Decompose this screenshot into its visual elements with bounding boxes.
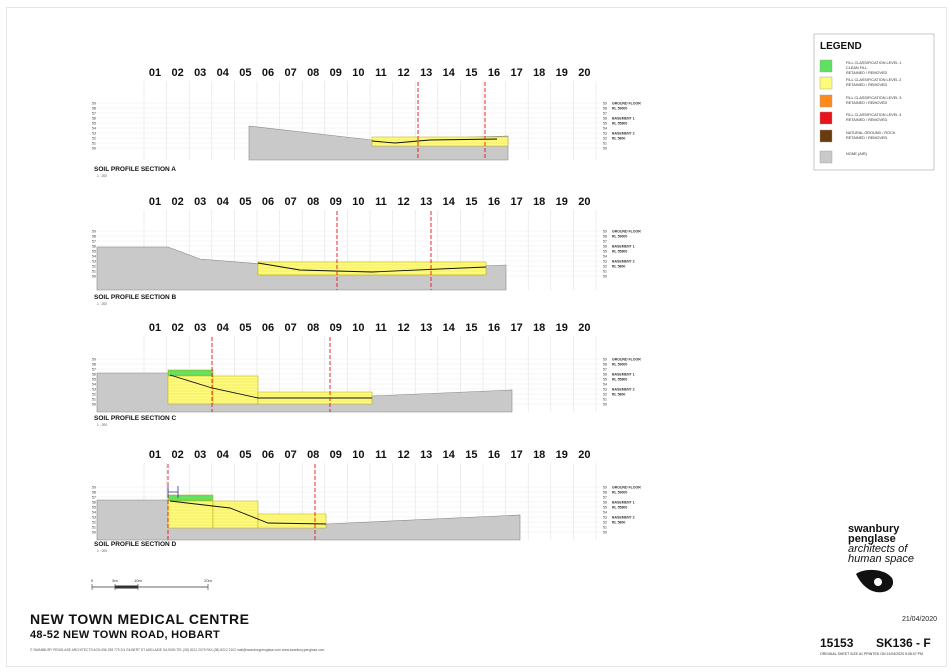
column-label-03: 03: [194, 322, 207, 334]
level-tick-right: 59: [603, 101, 607, 106]
logo-mark-icon: [854, 566, 898, 596]
column-label-06: 06: [261, 67, 275, 79]
level-annotation: GROUND FLOOR: [612, 101, 641, 106]
level-annotation: BASEMENT 2: [612, 259, 635, 264]
column-label-20: 20: [578, 449, 591, 461]
column-label-20: 20: [578, 196, 591, 208]
column-label-04: 04: [216, 322, 229, 334]
column-label-05: 05: [239, 196, 252, 208]
level-annotation: GROUND FLOOR: [612, 357, 641, 362]
column-label-10: 10: [352, 322, 365, 334]
level-annotation: GROUND FLOOR: [612, 229, 641, 234]
level-tick-left: 55: [92, 377, 96, 382]
column-label-03: 03: [194, 196, 207, 208]
scale-bar-label: 10m: [134, 578, 142, 583]
legend-label: NATURAL GROUND / ROCK: [846, 131, 896, 135]
column-label-03: 03: [194, 449, 207, 461]
section-scale: 1 : 200: [97, 302, 108, 306]
issue-date: 21/04/2020: [901, 616, 937, 623]
legend-label: RETAINED / REMOVED: [846, 83, 888, 87]
section-title: SOIL PROFILE SECTION A: [94, 166, 176, 173]
level-annotation: BASEMENT 2: [612, 387, 635, 392]
column-label-01: 01: [148, 196, 162, 208]
column-label-17: 17: [510, 449, 523, 461]
level-tick-left: 52: [92, 264, 96, 269]
level-tick-right: 53: [603, 387, 607, 392]
column-label-01: 01: [148, 322, 162, 334]
logo-line-1: swanbury: [848, 523, 900, 535]
level-tick-left: 53: [92, 259, 96, 264]
level-tick-right: 56: [603, 372, 607, 377]
level-annotation: RL 59000: [612, 490, 628, 495]
level-tick-left: 54: [92, 126, 96, 131]
level-tick-right: 53: [603, 515, 607, 520]
level-annotation: RL 59000: [612, 234, 628, 239]
level-tick-left: 55: [92, 249, 96, 254]
level-tick-left: 52: [92, 136, 96, 141]
column-label-09: 09: [329, 196, 342, 208]
level-tick-right: 51: [603, 269, 607, 274]
column-label-11: 11: [375, 449, 387, 461]
column-label-14: 14: [442, 196, 455, 208]
legend-title: LEGEND: [820, 41, 862, 52]
level-annotation: RL 55800: [612, 377, 628, 382]
level-annotation: BASEMENT 1: [612, 116, 635, 121]
level-tick-left: 58: [92, 106, 96, 111]
column-label-01: 01: [148, 67, 162, 79]
legend-label: FILL CLASSIFICATION LEVEL 1: [846, 61, 902, 65]
level-tick-right: 51: [603, 141, 607, 146]
practice-footer: © SWANBURY PENGLASE ARCHITECTS ACN 056 255 775 2/4 GILBERT ST ADELAIDE SA 5000 TEL (08) 8212 2079 FAX (08) 8212 2102 mail@swanburypenglase.com www.swanburypenglase.com: [30, 648, 325, 652]
column-label-19: 19: [555, 67, 568, 79]
column-label-18: 18: [533, 449, 546, 461]
level-annotation: RL 5800: [612, 136, 626, 141]
level-tick-left: 51: [92, 269, 96, 274]
drawing-number: SK136 - F: [876, 636, 931, 650]
level-tick-right: 55: [603, 121, 607, 126]
column-label-09: 09: [329, 67, 342, 79]
level-tick-left: 53: [92, 387, 96, 392]
level-annotation: RL 59000: [612, 362, 628, 367]
column-label-16: 16: [487, 449, 501, 461]
fill-level2-zone: [372, 137, 508, 146]
column-label-08: 08: [307, 322, 320, 334]
level-tick-right: 59: [603, 229, 607, 234]
level-tick-left: 53: [92, 515, 96, 520]
legend-label: FILL CLASSIFICATION LEVEL 2: [846, 78, 902, 82]
level-tick-right: 53: [603, 259, 607, 264]
legend-label: FILL CLASSIFICATION LEVEL 3: [846, 96, 902, 100]
level-annotation: RL 5800: [612, 392, 626, 397]
column-label-18: 18: [533, 322, 546, 334]
column-label-12: 12: [397, 196, 410, 208]
legend-swatch: [820, 112, 832, 124]
level-tick-left: 58: [92, 362, 96, 367]
level-tick-right: 59: [603, 485, 607, 490]
column-label-10: 10: [352, 67, 365, 79]
column-label-16: 16: [487, 196, 501, 208]
legend-swatch: [820, 95, 832, 107]
level-tick-right: 54: [603, 382, 607, 387]
level-tick-right: 57: [603, 239, 607, 244]
level-tick-left: 52: [92, 520, 96, 525]
column-label-05: 05: [239, 322, 252, 334]
level-annotation: GROUND FLOOR: [612, 485, 641, 490]
legend-swatch: [820, 130, 832, 142]
legend-label: RETAINED / REMOVED: [846, 118, 888, 122]
column-label-06: 06: [261, 196, 275, 208]
column-label-01: 01: [148, 449, 162, 461]
column-label-15: 15: [465, 196, 478, 208]
level-tick-left: 56: [92, 500, 96, 505]
fill-level2-zone: [213, 501, 258, 528]
level-annotation: RL 55800: [612, 121, 628, 126]
level-tick-left: 50: [92, 274, 96, 279]
print-info: ORIGINAL SHEET SIZE A1 PRINTED ON 21/04/2020 5:08:37 PM: [820, 652, 923, 656]
level-tick-left: 55: [92, 121, 96, 126]
column-label-02: 02: [171, 67, 184, 79]
column-label-16: 16: [487, 67, 501, 79]
level-tick-right: 50: [603, 146, 607, 151]
level-tick-left: 52: [92, 392, 96, 397]
column-label-11: 11: [375, 322, 387, 334]
level-tick-left: 59: [92, 357, 96, 362]
column-label-10: 10: [352, 449, 365, 461]
level-tick-right: 50: [603, 402, 607, 407]
company-logo: [848, 524, 938, 596]
column-label-19: 19: [555, 449, 568, 461]
column-label-11: 11: [375, 67, 387, 79]
column-label-06: 06: [261, 322, 275, 334]
level-tick-right: 54: [603, 510, 607, 515]
level-tick-right: 51: [603, 397, 607, 402]
column-label-17: 17: [510, 322, 523, 334]
column-label-07: 07: [284, 67, 297, 79]
level-annotation: RL 55800: [612, 249, 628, 254]
column-label-04: 04: [216, 449, 229, 461]
level-tick-right: 54: [603, 254, 607, 259]
section-scale: 1 : 200: [97, 174, 108, 178]
level-annotation: RL 55800: [612, 505, 628, 510]
column-label-13: 13: [420, 449, 433, 461]
legend-label: RETAINED / REMOVED: [846, 71, 888, 75]
level-tick-left: 55: [92, 505, 96, 510]
scale-bar-label: 5m: [112, 578, 118, 583]
column-label-07: 07: [284, 449, 297, 461]
level-tick-left: 56: [92, 372, 96, 377]
column-label-07: 07: [284, 196, 297, 208]
level-tick-right: 51: [603, 525, 607, 530]
level-tick-right: 50: [603, 530, 607, 535]
level-tick-right: 58: [603, 362, 607, 367]
level-tick-left: 54: [92, 382, 96, 387]
level-tick-left: 59: [92, 101, 96, 106]
column-label-15: 15: [465, 67, 478, 79]
level-tick-right: 52: [603, 264, 607, 269]
section-title: SOIL PROFILE SECTION D: [94, 541, 177, 548]
column-label-02: 02: [171, 196, 184, 208]
column-label-18: 18: [533, 196, 546, 208]
column-label-14: 14: [442, 322, 455, 334]
column-label-18: 18: [533, 67, 546, 79]
level-tick-left: 57: [92, 239, 96, 244]
level-tick-left: 54: [92, 510, 96, 515]
level-tick-left: 58: [92, 490, 96, 495]
level-tick-right: 56: [603, 500, 607, 505]
column-label-12: 12: [397, 322, 410, 334]
column-label-08: 08: [307, 449, 320, 461]
level-tick-right: 59: [603, 357, 607, 362]
legend-swatch: [820, 60, 832, 72]
level-tick-left: 50: [92, 530, 96, 535]
column-label-13: 13: [420, 322, 433, 334]
level-tick-right: 58: [603, 234, 607, 239]
level-tick-right: 55: [603, 505, 607, 510]
level-annotation: BASEMENT 1: [612, 500, 635, 505]
scale-bar-label: 0: [90, 578, 94, 583]
section-scale: 1 : 200: [97, 423, 108, 427]
column-label-09: 09: [329, 322, 342, 334]
column-label-14: 14: [442, 67, 455, 79]
fill-level2-zone: [168, 376, 213, 404]
level-annotation: RL 5800: [612, 264, 626, 269]
column-label-08: 08: [307, 67, 320, 79]
level-tick-right: 57: [603, 495, 607, 500]
level-tick-left: 57: [92, 111, 96, 116]
logo-line-3: architects of: [848, 543, 908, 555]
level-tick-left: 54: [92, 254, 96, 259]
level-tick-left: 59: [92, 229, 96, 234]
level-annotation: BASEMENT 1: [612, 372, 635, 377]
legend-label: FILL CLASSIFICATION LEVEL 4: [846, 113, 902, 117]
column-label-15: 15: [465, 449, 478, 461]
level-tick-left: 56: [92, 116, 96, 121]
level-tick-left: 58: [92, 234, 96, 239]
level-annotation: RL 5800: [612, 520, 626, 525]
level-tick-left: 50: [92, 402, 96, 407]
column-label-04: 04: [216, 67, 229, 79]
legend-label: NONE (AIR): [846, 152, 867, 156]
legend-label: CLEAN FILL: [846, 66, 868, 70]
level-annotation: BASEMENT 2: [612, 131, 635, 136]
column-label-14: 14: [442, 449, 455, 461]
level-annotation: RL 59000: [612, 106, 628, 111]
level-tick-right: 56: [603, 244, 607, 249]
column-label-09: 09: [329, 449, 342, 461]
level-tick-right: 52: [603, 392, 607, 397]
scale-bar-block: [115, 586, 138, 589]
column-label-05: 05: [239, 67, 252, 79]
scale-bar-label: 20m: [204, 578, 212, 583]
level-tick-right: 57: [603, 367, 607, 372]
column-label-20: 20: [578, 67, 591, 79]
column-label-10: 10: [352, 196, 365, 208]
column-label-12: 12: [397, 67, 410, 79]
column-label-04: 04: [216, 196, 229, 208]
column-label-06: 06: [261, 449, 275, 461]
column-label-07: 07: [284, 322, 297, 334]
level-tick-left: 53: [92, 131, 96, 136]
level-tick-right: 52: [603, 136, 607, 141]
level-tick-left: 57: [92, 495, 96, 500]
legend-label: RETAINED / REMOVED: [846, 136, 888, 140]
level-tick-right: 52: [603, 520, 607, 525]
level-tick-right: 56: [603, 116, 607, 121]
legend-swatch: [820, 151, 832, 163]
section-title: SOIL PROFILE SECTION B: [94, 294, 177, 301]
level-tick-right: 53: [603, 131, 607, 136]
column-label-11: 11: [375, 196, 387, 208]
level-tick-left: 57: [92, 367, 96, 372]
column-label-03: 03: [194, 67, 207, 79]
project-name: NEW TOWN MEDICAL CENTRE: [30, 611, 250, 627]
column-label-02: 02: [171, 449, 184, 461]
logo-line-4: human space: [848, 553, 915, 565]
logo-line-2: penglase: [848, 533, 896, 545]
column-label-12: 12: [397, 449, 410, 461]
level-tick-right: 55: [603, 249, 607, 254]
job-number: 15153: [820, 636, 854, 650]
level-tick-right: 58: [603, 490, 607, 495]
level-annotation: BASEMENT 2: [612, 515, 635, 520]
column-label-13: 13: [420, 196, 433, 208]
level-tick-right: 57: [603, 111, 607, 116]
column-label-15: 15: [465, 322, 478, 334]
level-tick-left: 51: [92, 141, 96, 146]
column-label-13: 13: [420, 67, 433, 79]
column-label-05: 05: [239, 449, 252, 461]
level-tick-right: 58: [603, 106, 607, 111]
level-tick-right: 55: [603, 377, 607, 382]
level-tick-right: 54: [603, 126, 607, 131]
legend-swatch: [820, 77, 832, 89]
column-label-19: 19: [555, 322, 568, 334]
column-label-02: 02: [171, 322, 184, 334]
level-tick-left: 51: [92, 397, 96, 402]
project-address: 48-52 NEW TOWN ROAD, HOBART: [30, 629, 221, 641]
column-label-20: 20: [578, 322, 591, 334]
level-tick-left: 50: [92, 146, 96, 151]
level-annotation: BASEMENT 1: [612, 244, 635, 249]
column-label-16: 16: [487, 322, 501, 334]
legend-label: RETAINED / REMOVED: [846, 101, 888, 105]
level-tick-left: 51: [92, 525, 96, 530]
level-tick-right: 50: [603, 274, 607, 279]
column-label-17: 17: [510, 196, 523, 208]
section-title: SOIL PROFILE SECTION C: [94, 415, 177, 422]
section-scale: 1 : 200: [97, 549, 108, 553]
column-label-17: 17: [510, 67, 523, 79]
column-label-08: 08: [307, 196, 320, 208]
column-label-19: 19: [555, 196, 568, 208]
level-tick-left: 56: [92, 244, 96, 249]
level-tick-left: 59: [92, 485, 96, 490]
